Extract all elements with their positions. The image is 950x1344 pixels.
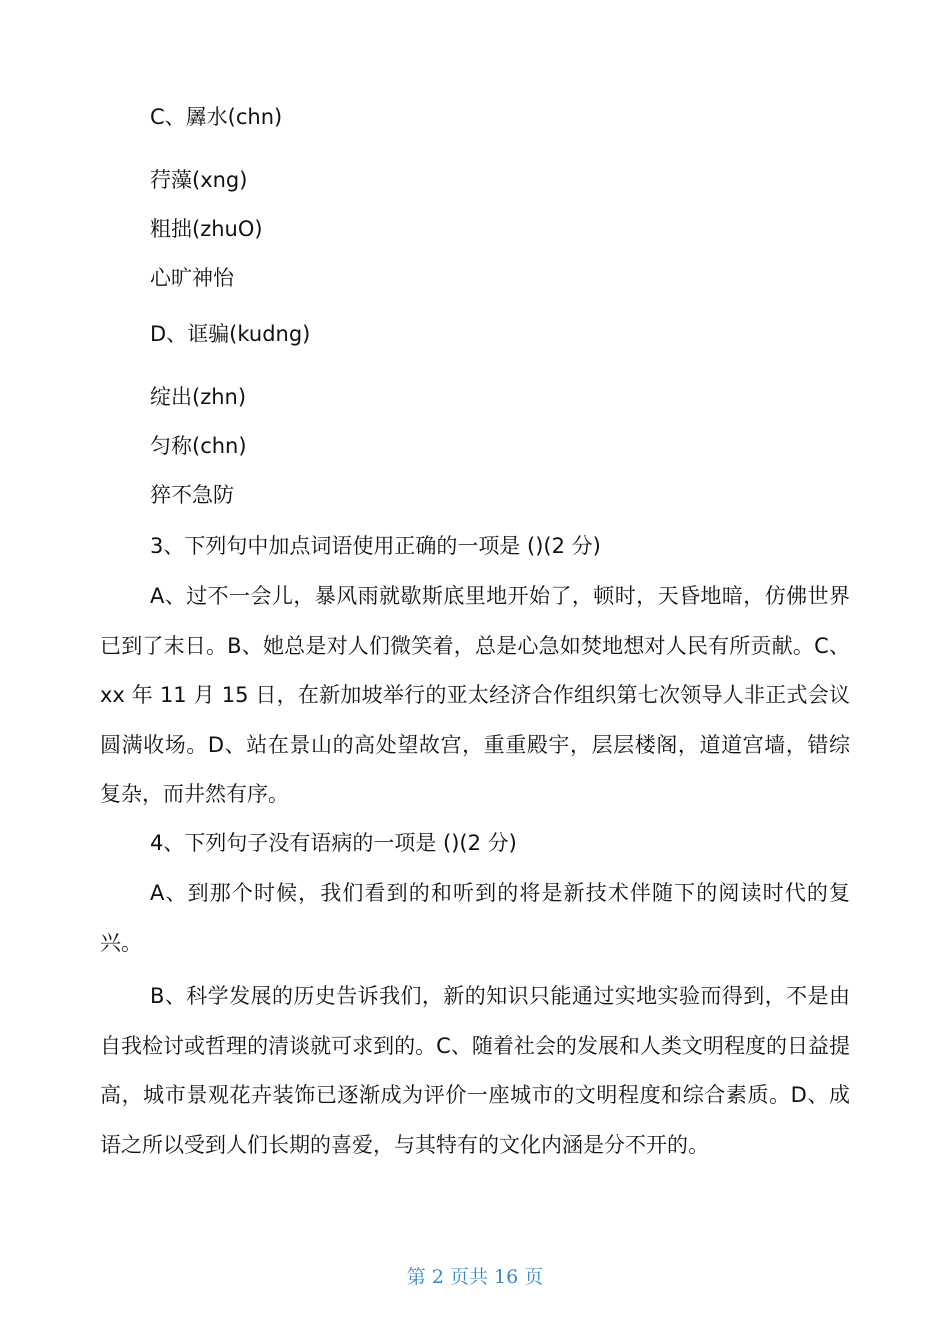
word-line: 绽出(zhn) xyxy=(150,385,247,409)
page-footer: 第 2 页共 16 页 xyxy=(406,1266,544,1288)
option-c-line: C、羼水(chn) xyxy=(150,105,283,129)
question-4-option-a: A、到那个时候，我们看到的和听到的将是新技术伴随下的阅读时代的复兴。 xyxy=(100,881,850,955)
word-line: 猝不急防 xyxy=(150,483,234,507)
word-line: 匀称(chn) xyxy=(150,434,247,458)
option-d-line: D、诓骗(kudng) xyxy=(150,322,311,346)
question-4-heading: 4、下列句子没有语病的一项是 ()(2 分) xyxy=(150,831,517,855)
question-3-options: A、过不一会儿，暴风雨就歇斯底里地开始了，顿时，天昏地暗，仿佛世界已到了末日。B、她总是对人们微笑着，总是心急如焚地想对人民有所贡献。C、xx 年 11 月 15 日，在新加坡举行的亚太经济合作组织第七次领导人非正式会议圆满收场。D、站在景山的高处望故宫，重重殿宇，层层楼阁，道道宫墙，错综复杂，而井然有序。 xyxy=(100,584,850,806)
word-line: 荇藻(xng) xyxy=(150,168,248,192)
question-4-options-bcd: B、科学发展的历史告诉我们，新的知识只能通过实地实验而得到，不是由自我检讨或哲理的清谈就可求到的。C、随着社会的发展和人类文明程度的日益提高，城市景观花卉装饰已逐渐成为评价一座城市的文明程度和综合素质。D、成语之所以受到人们长期的喜爱，与其特有的文化内涵是分不开的。 xyxy=(100,984,850,1157)
question-3-heading: 3、下列句中加点词语使用正确的一项是 ()(2 分) xyxy=(150,534,601,558)
word-line: 心旷神怡 xyxy=(150,266,234,290)
word-line: 粗拙(zhuO) xyxy=(150,217,263,241)
